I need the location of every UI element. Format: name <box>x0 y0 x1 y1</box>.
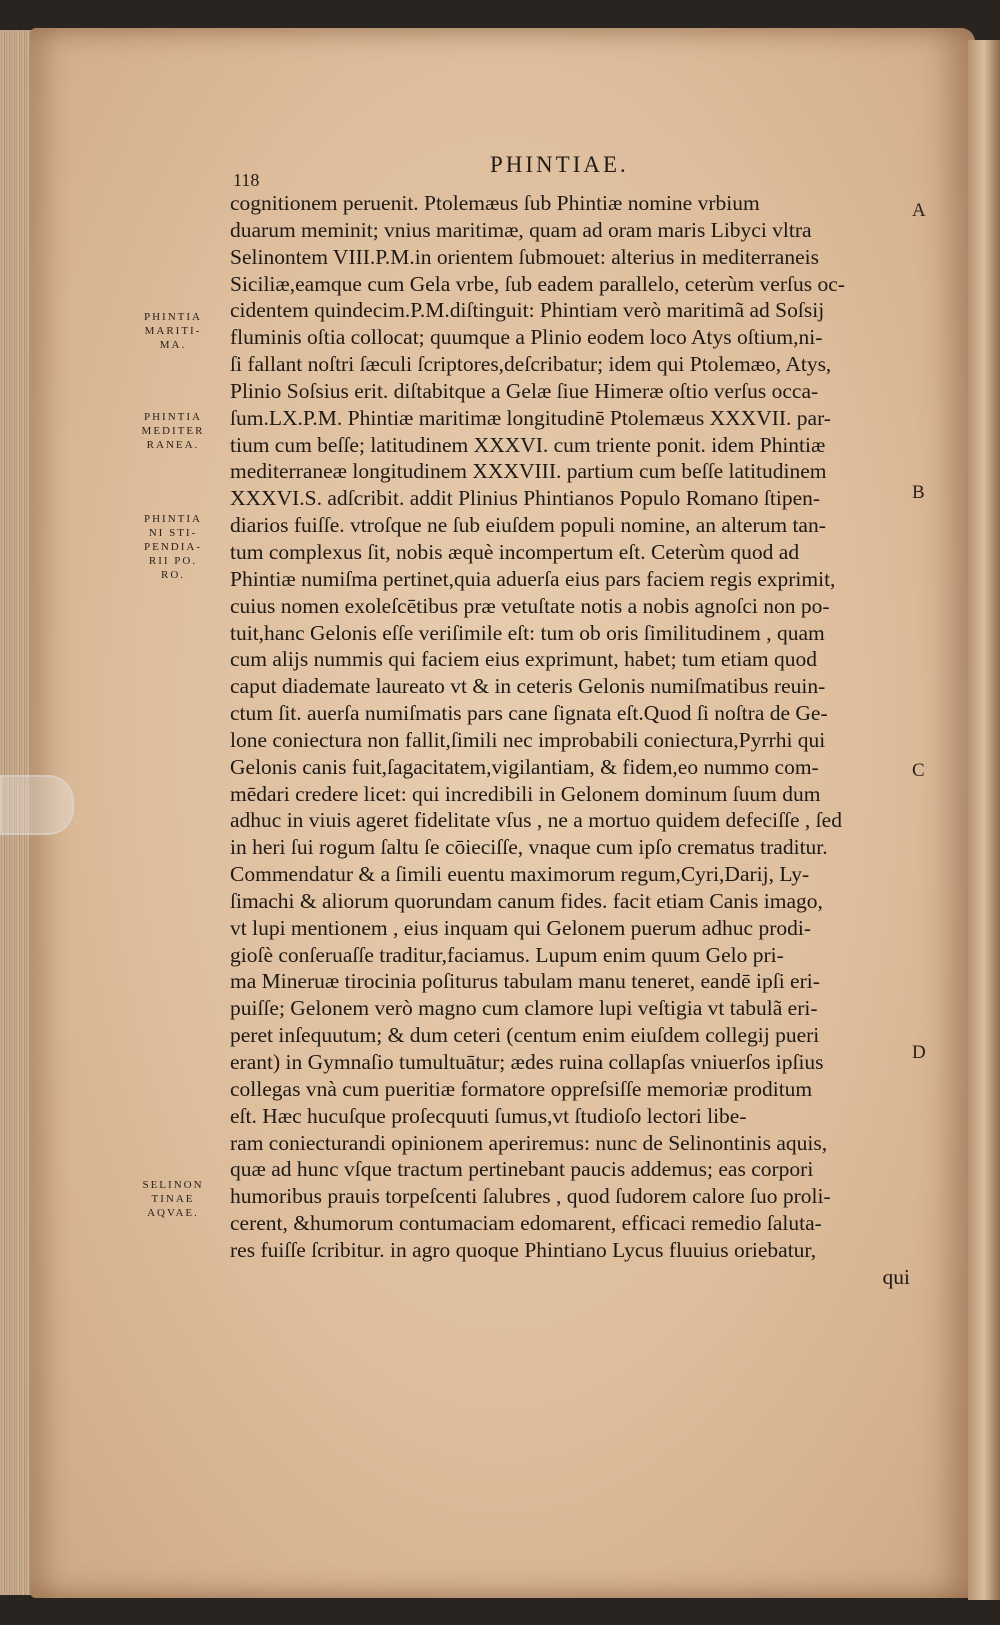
catchword: qui <box>882 1264 910 1289</box>
text-line: Selinontem VIII.P.M.in orientem ſubmouet: alterius in mediterraneis <box>230 244 819 269</box>
marginal-note-phintia-mediterranea <box>118 410 228 452</box>
text-line: peret inſequutum; & dum ceteri (centum enim eiuſdem collegij pueri <box>230 1023 820 1048</box>
text-line: Phintiæ numiſma pertinet,quia aduerſa eius pars faciem regis exprimit, <box>230 566 836 591</box>
marginal-note-stipendiarii <box>118 512 228 582</box>
text-line: puiſſe; Gelonem verò magno cum clamore lupi veſtigia vt tabulã eri- <box>230 996 818 1021</box>
text-line: cognitionem peruenit. Ptolemæus ſub Phintiæ nomine vrbium <box>230 191 760 215</box>
page-number: 118 <box>233 170 260 190</box>
marginal-note-line: RII PO. <box>148 555 198 567</box>
text-line: duarum meminit; vnius maritimæ, quam ad oram maris Libyci vltra <box>230 217 812 242</box>
text-line: gioſè conſeruaſſe traditur,faciamus. Lupum enim quum Gelo pri- <box>230 942 784 967</box>
text-line: XXXVI.S. adſcribit. addit Plinius Phintianos Populo Romano ſtipen- <box>230 486 821 511</box>
text-line: cidentem quindecim.P.M.diſtinguit: Phintiam verò maritimã ad Soſsij <box>230 298 825 323</box>
text-line: Siciliæ,eamque cum Gela vrbe, ſub eadem parallelo, ceterùm verſus oc- <box>230 271 845 296</box>
text-line: humoribus prauis torpeſcenti ſalubres , quod ſudorem calore ſuo proli- <box>230 1184 831 1209</box>
text-line: res fuiſſe ſcribitur. in agro quoque Phintiano Lycus fluuius oriebatur, <box>230 1237 817 1262</box>
text-line: mēdari credere licet: qui incredibili in Gelonem dominum ſuum dum <box>230 781 821 806</box>
marginal-note-line: RANEA. <box>146 439 200 451</box>
text-line: eſt. Hæc hucuſque proſecquuti ſumus,vt ſtudioſo lectori libe- <box>230 1103 747 1128</box>
text-line: quæ ad hunc vſque tractum pertinebant paucis addemus; eas corpori <box>230 1157 814 1182</box>
text-line: lone coniectura non fallit,ſimili nec improbabili coniectura,Pyrrhi qui <box>230 727 826 752</box>
marginal-note-line: PHINTIA <box>144 311 202 323</box>
text-line: ram coniecturandi opinionem aperiremus: nunc de Selinontinis aquis, <box>230 1130 828 1155</box>
text-line: cum alijs nummis qui faciem eius exprimunt, habet; tum etiam quod <box>230 647 817 672</box>
text-line: caput diademate laureato vt & in ceteris Gelonis numiſmatibus reuin- <box>230 674 826 699</box>
marginal-note-selinontinae-aquae <box>118 1178 228 1220</box>
text-line: mediterraneæ longitudinem XXXVIII. partium cum beſſe latitudinem <box>230 459 827 484</box>
text-line: ma Mineruæ tirocinia poſiturus tabulam manu teneret, eandē ipſi eri- <box>230 969 820 994</box>
text-line: Gelonis canis fuit,ſagacitatem,vigilantiam, & fidem,eo nummo com- <box>230 754 819 779</box>
body-text <box>230 190 920 1291</box>
marginal-note-line: NI STI- <box>148 527 198 539</box>
text-line: vt lupi mentionem , eius inquam qui Gelonem puerum adhuc prodi- <box>230 915 811 940</box>
marginal-note-line: MEDITER <box>141 425 205 437</box>
text-line: tuit,hanc Gelonis eſſe veriſimile eſt: tum ob oris ſimilitudinem , quam <box>230 620 825 645</box>
text-line: ſi fallant noſtri ſæculi ſcriptores,deſcribatur; idem qui Ptolemæo, Atys, <box>230 352 832 377</box>
text-line: tium cum beſſe; latitudinem XXXVI. cum triente ponit. idem Phintiæ <box>230 432 826 457</box>
marginal-note-phintia-maritima <box>118 310 228 352</box>
text-line: ſum.LX.P.M. Phintiæ maritimæ longitudinē Ptolemæus XXXVII. par- <box>230 405 831 430</box>
marginal-note-line: MARITI- <box>144 325 202 337</box>
marginal-note-line: PHINTIA <box>144 411 202 423</box>
marginal-note-line: RO. <box>160 569 186 581</box>
marginal-note-line: SELINON <box>142 1179 204 1191</box>
marginal-note-line: TINAE <box>151 1193 195 1205</box>
text-line: ctum ſit. auerſa numiſmatis pars cane ſignata eſt.Quod ſi noſtra de Ge- <box>230 701 828 726</box>
text-line: cuius nomen exoleſcētibus præ vetuſtate notis a nobis agnoſci non po- <box>230 593 830 618</box>
running-head: PHINTIAE. <box>490 152 629 177</box>
text-line: erant) in Gymnaſio tumultuātur; ædes ruina collapſas vniuerſos ipſius <box>230 1050 824 1074</box>
text-line: diarios fuiſſe. vtroſque ne ſub eiuſdem populi nomine, an alterum tan- <box>230 513 826 538</box>
section-letter-a: A <box>912 200 926 221</box>
marginal-note-line: PHINTIA <box>144 513 202 525</box>
text-line: tum complexus ſit, nobis æquè incompertum eſt. Ceterùm quod ad <box>230 539 800 564</box>
text-line: cerent, &humorum contumaciam edomarent, efficaci remedio ſaluta- <box>230 1211 822 1236</box>
page-clip <box>0 775 74 835</box>
text-line: ſimachi & aliorum quorundam canum fides. facit etiam Canis imago, <box>230 888 823 913</box>
text-line: Commendatur & a ſimili euentu maximorum regum,Cyri,Darij, Ly- <box>230 862 810 887</box>
section-letter-c: C <box>912 760 925 781</box>
text-line: fluminis oſtia collocat; quumque a Plinio eodem loco Atys oſtium,ni- <box>230 325 823 350</box>
text-line: Plinio Soſsius erit. diſtabitque a Gelæ ſiue Himeræ oſtio verſus occa- <box>230 378 819 403</box>
text-line: collegas vnà cum pueritiæ formatore oppreſsiſſe memoriæ proditum <box>230 1076 813 1101</box>
section-letter-b: B <box>912 482 925 503</box>
gutter-fold <box>968 40 1000 1600</box>
marginal-note-line: AQVAE. <box>147 1207 199 1219</box>
marginal-note-line: PENDIA- <box>144 541 202 553</box>
text-line: adhuc in viuis ageret fidelitate vſus , ne a mortuo quidem defeciſſe , ſed <box>230 808 842 833</box>
section-letter-d: D <box>912 1042 926 1063</box>
text-line: in heri ſui rogum ſaltu ſe cōieciſſe, vnaque cum ipſo crematus traditur. <box>230 835 828 860</box>
marginal-note-line: MA. <box>159 339 187 351</box>
